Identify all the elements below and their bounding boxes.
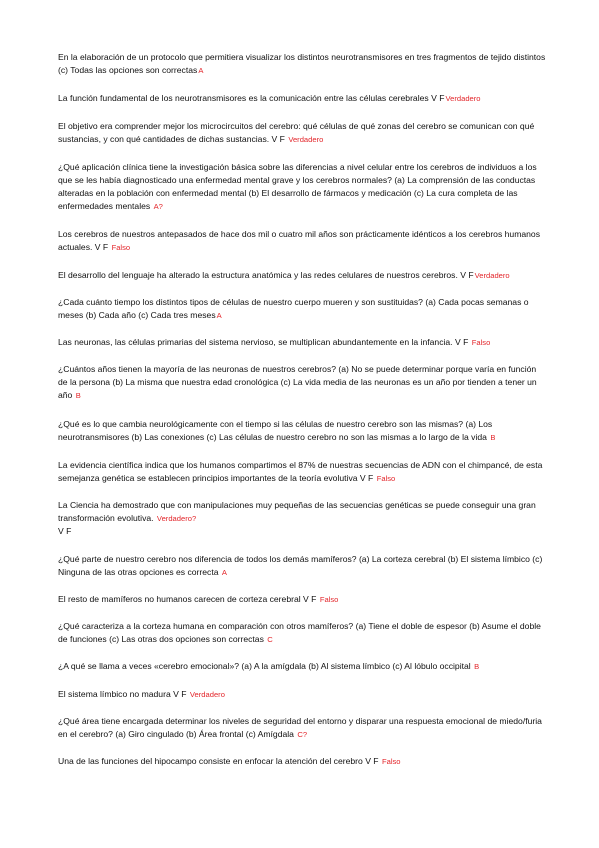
question-text: El resto de mamíferos no humanos carecen de corteza cerebral xyxy=(58,593,301,604)
handwritten-answer: Verdadero? xyxy=(156,513,197,523)
question-3 xyxy=(58,120,546,146)
question-text: ¿A qué se llama a veces «cerebro emocional»? (a) A la amígdala (b) Al sistema límbico (c) Al lóbulo occipital xyxy=(58,660,471,671)
question-2 xyxy=(58,92,546,105)
question-text: El desarrollo del lenguaje ha alterado la estructura anatómica y las redes celulares de nuestros cerebros. xyxy=(58,269,458,280)
question-text: En la elaboración de un protocolo que permitiera visualizar los distintos neurotransmisores en tres fragmentos de tejido distintos (c) Todas las opciones son correctas xyxy=(58,51,546,75)
question-7 xyxy=(58,296,546,322)
handwritten-answer: C xyxy=(267,634,273,644)
true-false-options: V F xyxy=(173,688,187,699)
true-false-options: V F xyxy=(94,241,109,252)
question-10 xyxy=(58,418,546,444)
handwritten-answer: B xyxy=(474,661,480,671)
question-text: Los cerebros de nuestros antepasados de hace dos mil o cuatro mil años son prácticamente idénticos a los cerebros humanos actuales. xyxy=(58,228,540,252)
question-text: El objetivo era comprender mejor los microcircuitos del cerebro: qué células de qué zonas del cerebro se comunican con qué sustancias, y con qué cantidades de dichas sustancias. xyxy=(58,120,535,144)
true-false-options: V F xyxy=(271,133,285,144)
handwritten-answer: Verdadero xyxy=(189,689,225,699)
question-4 xyxy=(58,161,546,213)
handwritten-answer: Falso xyxy=(319,594,339,604)
true-false-options: V F xyxy=(58,525,72,536)
question-12 xyxy=(58,499,546,538)
question-text: ¿Qué parte de nuestro cerebro nos diferencia de todos los demás mamíferos? (a) La corteza cerebral (b) El sistema límbico (c) Ninguna de las otras opciones es correcta xyxy=(58,553,543,577)
question-15 xyxy=(58,620,546,646)
handwritten-answer: C? xyxy=(297,729,308,739)
handwritten-answer: B xyxy=(75,390,81,400)
true-false-options: V F xyxy=(460,269,474,280)
question-18 xyxy=(58,715,546,741)
true-false-options: V F xyxy=(359,472,374,483)
question-17 xyxy=(58,688,546,701)
question-6 xyxy=(58,269,546,282)
true-false-options: V F xyxy=(303,593,317,604)
handwritten-answer: Verdadero xyxy=(445,93,481,103)
handwritten-answer: A xyxy=(198,65,204,75)
handwritten-answer: B xyxy=(490,432,496,442)
handwritten-answer: Falso xyxy=(111,242,131,252)
question-text: Una de las funciones del hipocampo consiste en enfocar la atención del cerebro xyxy=(58,755,363,766)
question-text: La función fundamental de los neurotransmisores es la comunicación entre las células cerebrales xyxy=(58,92,429,103)
question-13 xyxy=(58,553,546,579)
question-text: Las neuronas, las células primarias del sistema nervioso, se multiplican abundantemente en la infancia. xyxy=(58,336,453,347)
question-8 xyxy=(58,336,546,349)
handwritten-answer: Verdadero xyxy=(288,134,324,144)
handwritten-answer: Falso xyxy=(471,337,491,347)
question-text: ¿Qué es lo que cambia neurológicamente con el tiempo si las células de nuestro cerebro son las mismas? (a) Los neurotransmisores (b) Las conexiones (c) Las células de nuestro cerebro no son las mismas a lo largo de la vida xyxy=(58,418,493,442)
question-text: El sistema límbico no madura xyxy=(58,688,171,699)
question-19 xyxy=(58,755,546,768)
handwritten-answer: A xyxy=(221,567,227,577)
question-text: La Ciencia ha demostrado que con manipulaciones muy pequeñas de las secuencias genéticas se puede conseguir una gran transformación evolutiva. xyxy=(58,499,536,523)
question-text: ¿Qué caracteriza a la corteza humana en comparación con otros mamíferos? (a) Tiene el doble de espesor (b) Asume el doble de funciones (c) Las otras dos opciones son correctas xyxy=(58,620,541,644)
handwritten-answer: A xyxy=(216,310,222,320)
question-14 xyxy=(58,593,546,606)
true-false-options: V F xyxy=(454,336,469,347)
true-false-options: V F xyxy=(431,92,445,103)
handwritten-answer: A? xyxy=(153,201,163,211)
question-text: ¿Cada cuánto tiempo los distintos tipos de células de nuestro cuerpo mueren y son sustituidas? (a) Cada pocas semanas o meses (b) Cada año (c) Cada tres meses xyxy=(58,296,529,320)
handwritten-answer: Falso xyxy=(381,756,401,766)
true-false-options: V F xyxy=(365,755,379,766)
question-text: ¿Cuántos años tienen la mayoría de las neuronas de nuestros cerebros? (a) No se puede determinar porque varía en función de la persona (b) La misma que nuestra edad cronológica (c) La vida media de las neuronas es un año por tienden a tener un año xyxy=(58,363,537,400)
question-9 xyxy=(58,363,546,402)
question-5 xyxy=(58,228,546,254)
question-1 xyxy=(58,51,546,77)
handwritten-answer: Falso xyxy=(376,473,396,483)
question-text: ¿Qué aplicación clínica tiene la investigación básica sobre las diferencias a nivel celular entre los cerebros de individuos a los que se les había diagnosticado una enfermedad mental grave y los cerebros normales? (a) La comprensión de las conductas alteradas en la población con enfermedad mental (b) El desarrollo de fármacos y medicación (c) La cura completa de las enfermedades mentales xyxy=(58,161,537,211)
question-16 xyxy=(58,660,546,673)
question-text: ¿Qué área tiene encargada determinar los niveles de seguridad del entorno y disparar una respuesta emocional de miedo/furia en el cerebro? (a) Giro cingulado (b) Área frontal (c) Amígdala xyxy=(58,715,542,739)
question-text: La evidencia científica indica que los humanos compartimos el 87% de nuestras secuencias de ADN con el chimpancé, de esta semejanza genética se establecen principios importantes de la teoría evolutiva xyxy=(58,459,543,483)
handwritten-answer: Verdadero xyxy=(474,270,510,280)
question-11 xyxy=(58,459,546,485)
